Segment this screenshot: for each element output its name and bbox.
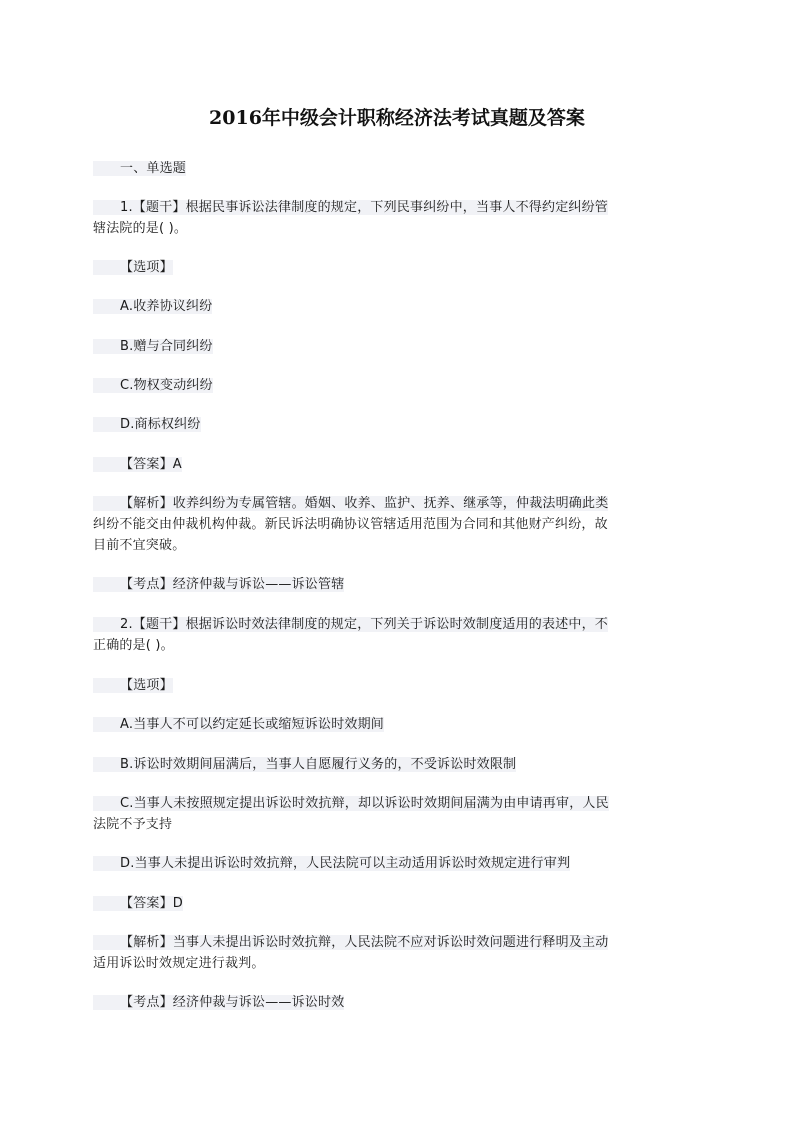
q1-stem: 1.【题干】根据民事诉讼法律制度的规定，下列民事纠纷中，当事人不得约定纠纷管 辖法院的是( )。 [93, 200, 609, 236]
q1-point: 【考点】经济仲裁与诉讼——诉讼管辖 [120, 574, 680, 595]
q1-analysis: 【解析】收养纠纷为专属管辖。婚姻、收养、监护、抚养、继承等，仲裁法明确此类 纠纷不能交由仲裁机构仲裁。新民诉法明确协议管辖适用范围为合同和其他财产纠纷，故 目前不宜突破。 [93, 496, 609, 553]
q1-option-c: C.物权变动纠纷 [120, 375, 680, 396]
q1-option-d: D.商标权纠纷 [120, 414, 680, 435]
document-title: 2016年中级会计职称经济法考试真题及答案 [209, 107, 585, 129]
q2-point: 【考点】经济仲裁与诉讼——诉讼时效 [120, 992, 680, 1013]
q2-option-c: C.当事人未按照规定提出诉讼时效抗辩，却以诉讼时效期间届满为由申请再审，人民 法院不予支持 [93, 796, 609, 832]
q1-answer: 【答案】A [120, 454, 680, 475]
q2-option-d: D.当事人未提出诉讼时效抗辩，人民法院可以主动适用诉讼时效规定进行审判 [120, 853, 680, 874]
q2-options-label: 【选项】 [120, 675, 680, 696]
section-heading: 一、单选题 [120, 158, 680, 179]
q2-answer: 【答案】D [120, 893, 680, 914]
q1-option-b: B.赠与合同纠纷 [120, 336, 680, 357]
q2-analysis: 【解析】当事人未提出诉讼时效抗辩，人民法院不应对诉讼时效问题进行释明及主动 适用诉讼时效规定进行裁判。 [93, 935, 609, 971]
q1-option-a: A.收养协议纠纷 [120, 296, 680, 317]
q1-options-label: 【选项】 [120, 257, 680, 278]
q2-option-b: B.诉讼时效期间届满后，当事人自愿履行义务的，不受诉讼时效限制 [120, 754, 680, 775]
q2-option-a: A.当事人不可以约定延长或缩短诉讼时效期间 [120, 714, 680, 735]
q2-stem: 2.【题干】根据诉讼时效法律制度的规定，下列关于诉讼时效制度适用的表述中，不 正确的是( )。 [93, 617, 609, 653]
